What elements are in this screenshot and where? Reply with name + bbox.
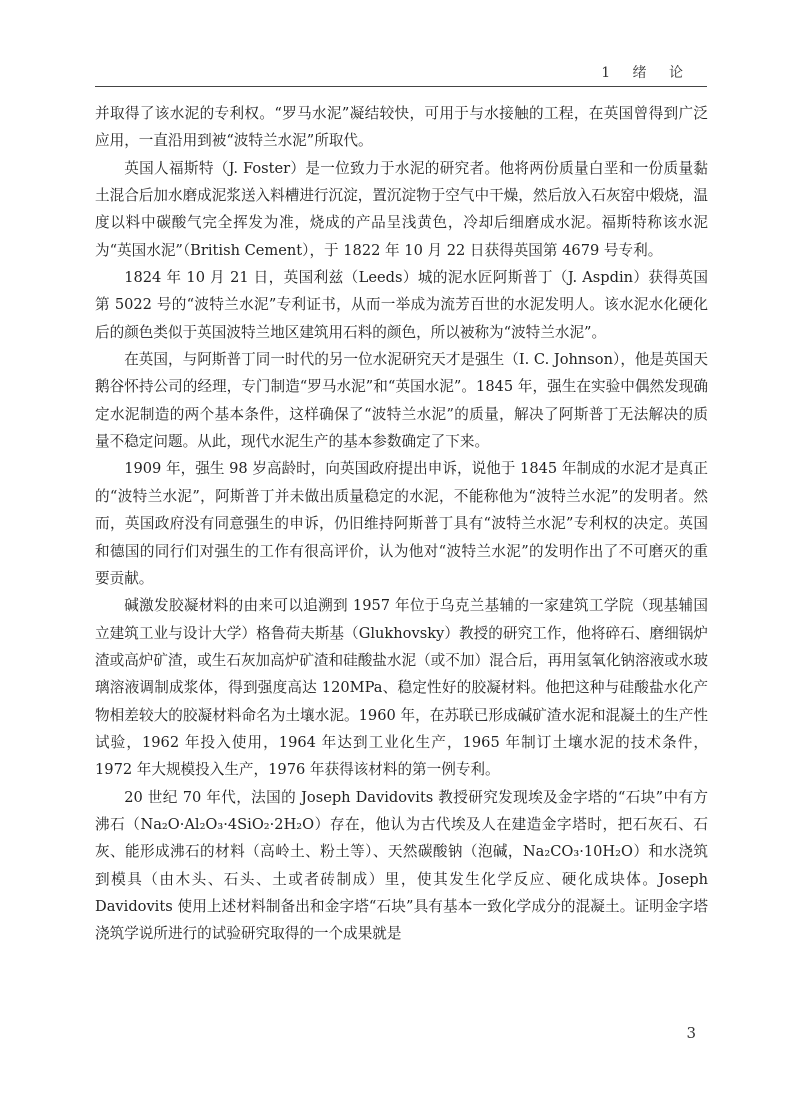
paragraph-4: 在英国，与阿斯普丁同一时代的另一位水泥研究天才是强生（I. C. Johnson），他是英国天鹅谷怀持公司的经理，专门制造“罗马水泥”和“英国水泥”。1845 年，强生在实验中偶然发现确定水泥制造的两个基本条件，这样确保了“波特兰水泥”的质量，解决了阿斯普丁无法解决的质量不稳定问题。从此，现代水泥生产的基本参数确定了下来。 bbox=[95, 351, 708, 451]
header-rule bbox=[95, 86, 707, 87]
paragraph-7: 20 世纪 70 年代，法国的 Joseph Davidovits 教授研究发现埃及金字塔的“石块”中有方沸石（Na₂O·Al₂O₃·4SiO₂·2H₂O）存在，他认为古代埃及人在建造金字塔时，把石灰石、石灰、能形成沸石的材料（高岭土、粉土等）、天然碳酸钠（泡碱，Na₂CO₃·10H₂O）和水浇筑到模具（由木头、石头、土或者砖制成）里，使其发生化学反应、硬化成块体。Joseph Davidovits 使用上述材料制备出和金字塔“石块”具有基本一致化学成分的混凝土。证明金字塔浇筑学说所进行的试验研究取得的一个成果就是 bbox=[95, 788, 708, 943]
paragraph-6: 碱激发胶凝材料的由来可以追溯到 1957 年位于乌克兰基辅的一家建筑工学院（现基辅国立建筑工业与设计大学）格鲁荷夫斯基（Glukhovsky）教授的研究工作，他将碎石、磨细锅炉渣或高炉矿渣，或生石灰加高炉矿渣和硅酸盐水泥（或不加）混合后，再用氢氧化钠溶液或水玻璃溶液调制成浆体，得到强度高达 120MPa、稳定性好的胶凝材料。他把这种与硅酸盐水化产物相差较大的胶凝材料命名为土壤水泥。1960 年，在苏联已形成碱矿渣水泥和混凝土的生产性试验，1962 年投入使用，1964 年达到工业化生产，1965 年制订土壤水泥的技术条件，1972 年大规模投入生产，1976 年获得该材料的第一例专利。 bbox=[95, 597, 708, 779]
running-head: 1 绪 论 bbox=[601, 65, 692, 81]
page-number: 3 bbox=[686, 1024, 696, 1042]
paragraph-3: 1824 年 10 月 21 日，英国利兹（Leeds）城的泥水匠阿斯普丁（J. Aspdin）获得英国第 5022 号的“波特兰水泥”专利证书，从而一举成为流芳百世的水泥发明人。该水泥水化硬化后的颜色类似于英国波特兰地区建筑用石料的颜色，所以被称为“波特兰水泥”。 bbox=[95, 269, 708, 341]
body-text bbox=[95, 100, 708, 948]
paragraph-1: 并取得了该水泥的专利权。“罗马水泥”凝结较快，可用于与水接触的工程，在英国曾得到广泛应用，一直沿用到被“波特兰水泥”所取代。 bbox=[95, 105, 708, 150]
paragraph-2: 英国人福斯特（J. Foster）是一位致力于水泥的研究者。他将两份质量白垩和一份质量黏土混合后加水磨成泥浆送入料槽进行沉淀，置沉淀物于空气中干燥，然后放入石灰窑中煅烧，温度以料中碳酸气完全挥发为准，烧成的产品呈浅黄色，冷却后细磨成水泥。福斯特称该水泥为“英国水泥”（British Cement），于 1822 年 10 月 22 日获得英国第 4679 号专利。 bbox=[95, 159, 708, 259]
paragraph-5: 1909 年，强生 98 岁高龄时，向英国政府提出申诉，说他于 1845 年制成的水泥才是真正的“波特兰水泥”，阿斯普丁并未做出质量稳定的水泥，不能称他为“波特兰水泥”的发明者。然而，英国政府没有同意强生的申诉，仍旧维持阿斯普丁具有“波特兰水泥”专利权的决定。英国和德国的同行们对强生的工作有很高评价，认为他对“波特兰水泥”的发明作出了不可磨灭的重要贡献。 bbox=[95, 460, 708, 587]
